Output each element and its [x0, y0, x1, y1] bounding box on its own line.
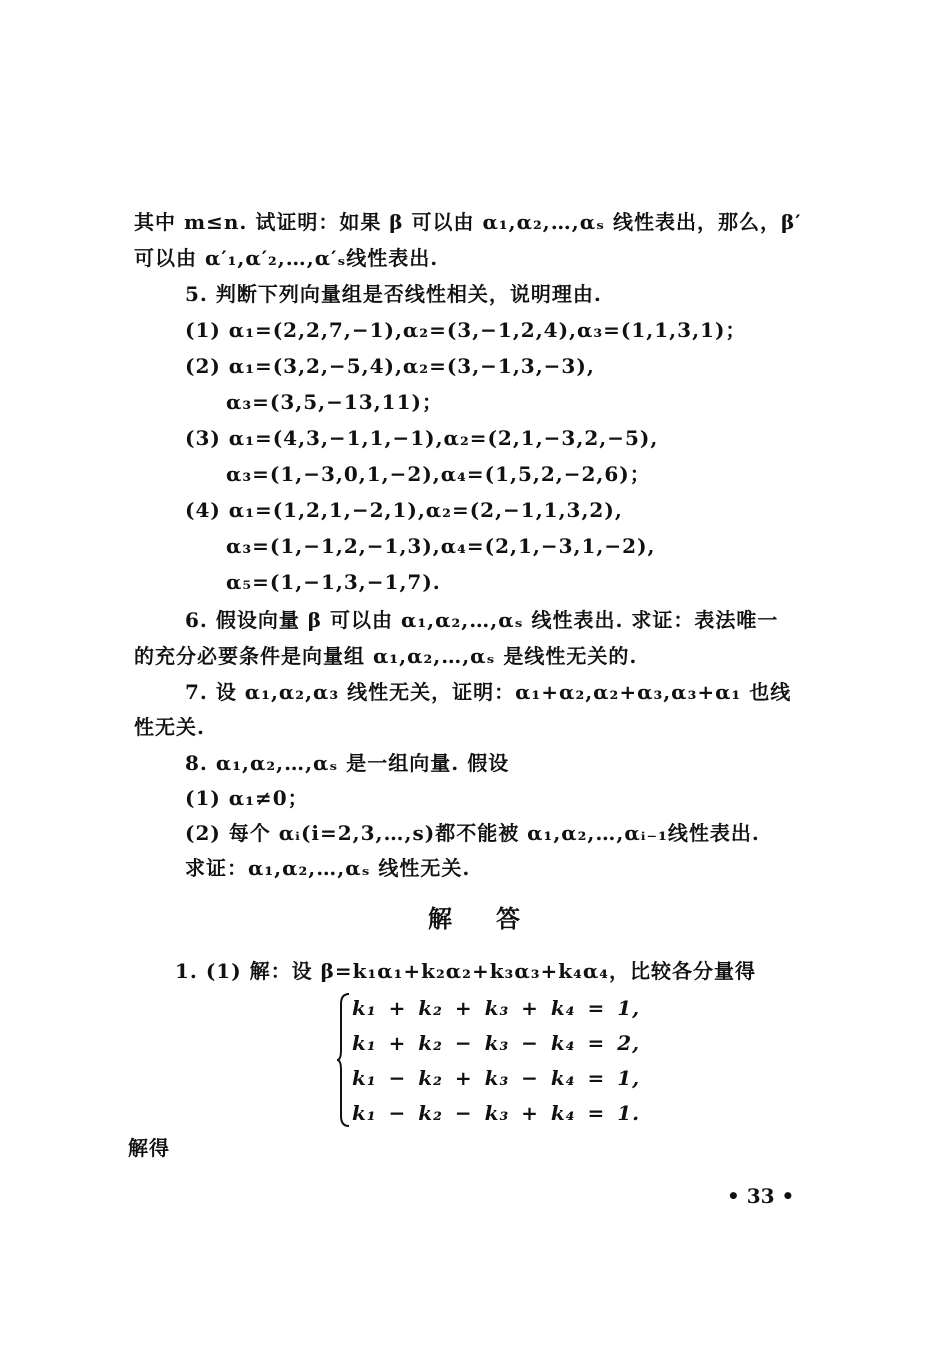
equation-system-brace — [336, 992, 350, 1128]
solve-label: 解得 — [128, 1136, 170, 1160]
equation-1: k₁ + k₂ + k₃ + k₄ = 1, — [352, 996, 641, 1020]
problem-8-cond-1: (1) α₁≠0； — [185, 786, 309, 810]
equation-4: k₁ − k₂ − k₃ + k₄ = 1. — [352, 1101, 641, 1125]
section-heading: 解答 — [428, 904, 564, 933]
problem-8-cond-2: (2) 每个 αᵢ(i=2,3,…,s)都不能被 α₁,α₂,…,αᵢ₋₁线性表出. — [185, 821, 760, 845]
answer-intro: 1. (1) 解：设 β=k₁α₁+k₂α₂+k₃α₃+k₄α₄，比较各分量得 — [175, 959, 756, 983]
problem-5-part-2: (2) α₁=(3,2,−5,4),α₂=(3,−1,3,−3), — [185, 354, 595, 378]
problem-5-part-4-cont-2: α₅=(1,−1,3,−1,7). — [226, 570, 441, 594]
text-line-2: 可以由 α′₁,α′₂,…,α′ₛ线性表出. — [134, 246, 439, 270]
equation-2: k₁ + k₂ − k₃ − k₄ = 2, — [352, 1031, 641, 1055]
text-line-1: 其中 m≤n. 试证明：如果 β 可以由 α₁,α₂,…,αₛ 线性表出，那么，β′ — [134, 210, 802, 234]
problem-6-line-1: 6. 假设向量 β 可以由 α₁,α₂,…,αₛ 线性表出. 求证：表法唯一 — [185, 608, 779, 632]
problem-5-part-1: (1) α₁=(2,2,7,−1),α₂=(3,−1,2,4),α₃=(1,1,3,1)； — [185, 318, 747, 342]
page-number: • 33 • — [727, 1184, 795, 1208]
problem-5-part-2-cont: α₃=(3,5,−13,11)； — [226, 390, 443, 414]
problem-5-part-4: (4) α₁=(1,2,1,−2,1),α₂=(2,−1,1,3,2), — [185, 498, 623, 522]
problem-8-title: 8. α₁,α₂,…,αₛ 是一组向量. 假设 — [185, 751, 510, 775]
problem-8-claim: 求证：α₁,α₂,…,αₛ 线性无关. — [185, 856, 471, 880]
problem-6-line-2: 的充分必要条件是向量组 α₁,α₂,…,αₛ 是线性无关的. — [134, 644, 638, 668]
equation-3: k₁ − k₂ + k₃ − k₄ = 1, — [352, 1066, 641, 1090]
problem-5-part-3: (3) α₁=(4,3,−1,1,−1),α₂=(2,1,−3,2,−5), — [185, 426, 659, 450]
problem-5-title: 5. 判断下列向量组是否线性相关，说明理由. — [185, 282, 602, 306]
problem-5-part-4-cont-1: α₃=(1,−1,2,−1,3),α₄=(2,1,−3,1,−2), — [226, 534, 656, 558]
problem-7-line-1: 7. 设 α₁,α₂,α₃ 线性无关，证明：α₁+α₂,α₂+α₃,α₃+α₁ 也线 — [185, 680, 792, 704]
problem-5-part-3-cont: α₃=(1,−3,0,1,−2),α₄=(1,5,2,−2,6)； — [226, 462, 651, 486]
problem-7-line-2: 性无关. — [134, 715, 205, 739]
